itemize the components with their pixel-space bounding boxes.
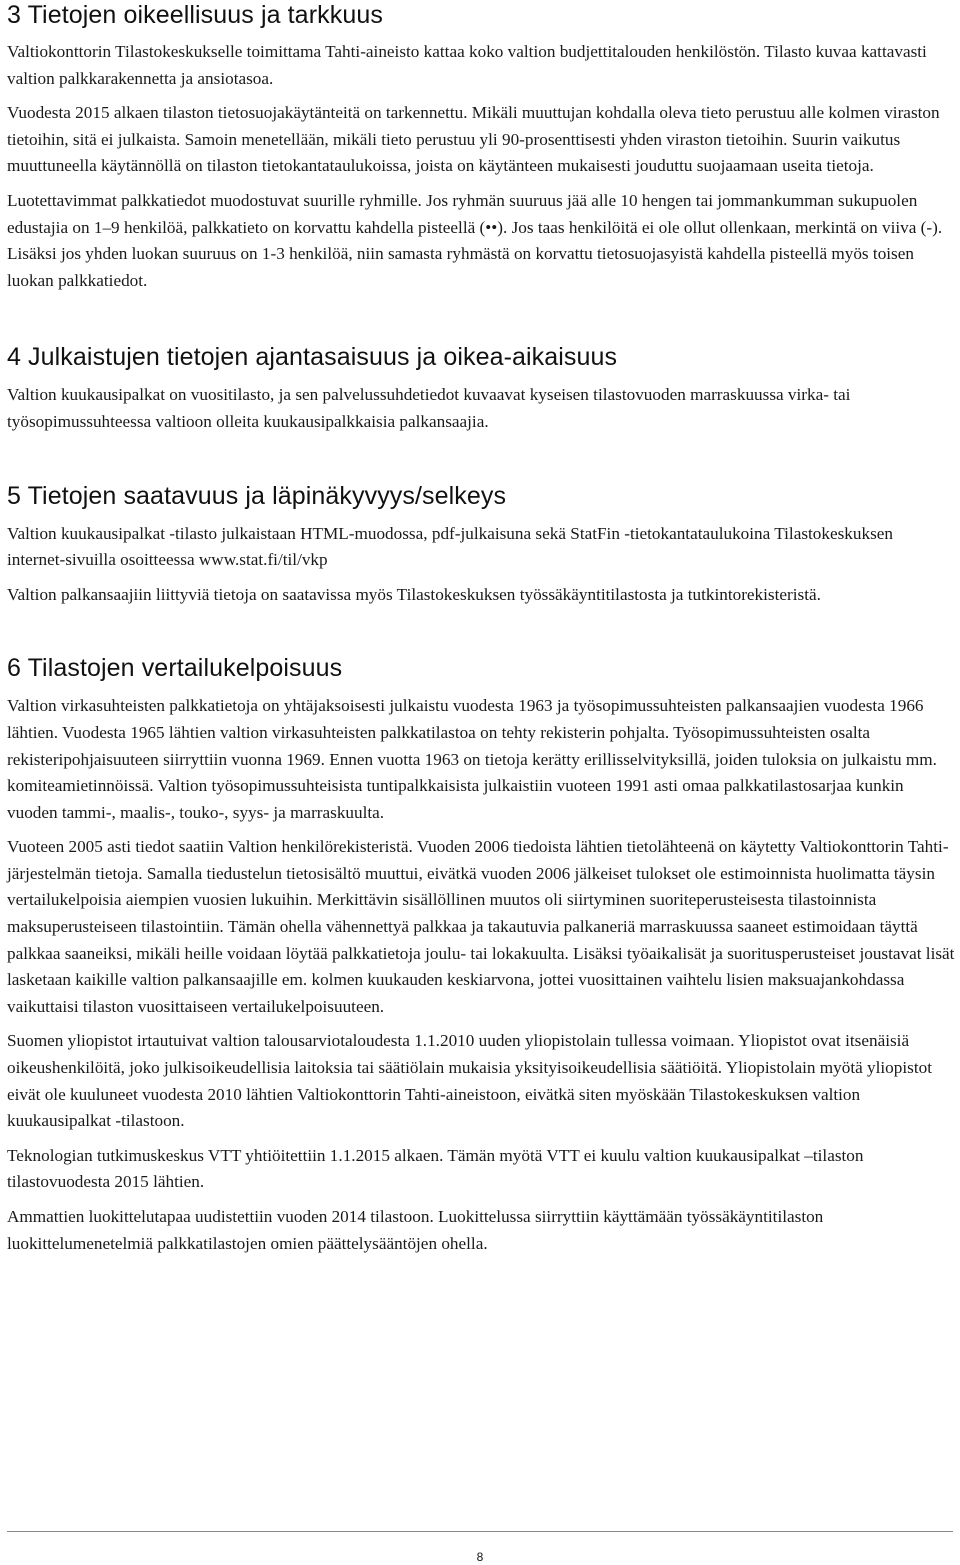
document-page: [7, 0, 955, 1257]
section-timeliness: [7, 342, 955, 435]
footer-divider: [7, 1531, 953, 1532]
paragraph: Valtiokonttorin Tilastokeskukselle toimittama Tahti-aineisto kattaa koko valtion budjettitalouden henkilöstön. Tilasto kuvaa kattavasti valtion palkkarakennetta ja ansiotasoa.: [7, 42, 927, 88]
paragraph: Teknologian tutkimuskeskus VTT yhtiöitettiin 1.1.2015 alkaen. Tämän myötä VTT ei kuulu valtion kuukausipalkat –tilaston tilastovuodesta 2015 lähtien.: [7, 1145, 864, 1192]
page-number: 8: [476, 1550, 484, 1564]
paragraph: Valtion palkansaajiin liittyviä tietoja on saatavissa myös Tilastokeskuksen työssäkäyntitilastosta ja tutkintorekisteristä.: [7, 584, 821, 604]
paragraph: Luotettavimmat palkkatiedot muodostuvat suurille ryhmille. Jos ryhmän suuruus jää alle 10 hengen tai jommankumman sukupuolen edustajia on 1–9 henkilöä, palkkatieto on korvattu kahdella pisteellä (••). Jos taas henkilöitä ei ole ollut ollenkaan, merkintä on viiva (-). Lisäksi jos yhden luokan suuruus on 1-3 henkilöä, niin samasta ryhmästä on korvattu tietosuojasyistä kahdella pisteellä myös toisen luokan palkkatiedot.: [7, 190, 943, 290]
section-heading: 5 Tietojen saatavuus ja läpinäkyvyys/selkeys: [7, 481, 507, 510]
section-availability: [7, 481, 955, 609]
section-comparability: [7, 653, 955, 1257]
paragraph: Vuoteen 2005 asti tiedot saatiin Valtion henkilörekisteristä. Vuoden 2006 tiedoista lähtien tietolähteenä on käytetty Valtiokonttorin Tahti-järjestelmän tietoja. Samalla tiedustelun tietosisältö muuttui, eivätkä vuoden 2006 jälkeiset tulokset ole estimoinnista huolimatta täysin vertailukelpoisia aiempien vuosien lukuihin. Merkittävin sisällöllinen muutos oli siirtyminen suoriteperusteisesta tilastoinnista maksuperusteiseen tilastointiin. Tämän ohella vähennettyä palkkaa ja takautuvia palkaneriä marraskuussa saaneet estimoidaan täyttä palkkaa saaneiksi, mikäli heille voidaan löytää palkkatietoja joulu- tai lokakuulta. Lisäksi työaikalisät ja suoritusperusteiset joustavat lisät lasketaan kaikille valtion palkansaajille em. kolmen kuukauden keskiarvona, jottei vuosittainen vaihtelu lisien maksuajankohdassa vaikuttaisi tilaston vuosittaiseen vertailukelpoisuuteen.: [7, 837, 955, 1016]
paragraph: Ammattien luokittelutapaa uudistettiin vuoden 2014 tilastoon. Luokittelussa siirryttiin käyttämään työssäkäyntitilaston luokittelumenetelmiä palkkatilastojen omien päättelysääntöjen ohella.: [7, 1207, 824, 1253]
paragraph: Valtion kuukausipalkat -tilasto julkaistaan HTML-muodossa, pdf-julkaisuna sekä StatFin -tietokantataulukoina Tilastokeskuksen internet-sivuilla osoitteessa www.stat.fi/til/vkp: [7, 523, 893, 570]
section-heading: 6 Tilastojen vertailukelpoisuus: [7, 654, 343, 683]
paragraph: Valtion kuukausipalkat on vuositilasto, ja sen palvelussuhdetiedot kuvaavat kyseisen tilastovuoden marraskuussa virka- tai työsopimussuhteessa valtioon olleita kuukausipalkkaisia palkansaajia.: [7, 385, 851, 431]
paragraph: Suomen yliopistot irtautuivat valtion talousarviotaloudesta 1.1.2010 uuden yliopistolain tullessa voimaan. Yliopistot ovat itsenäisiä oikeushenkilöitä, joko julkisoikeudellisia laitoksia tai säätiölain mukaisia yksityisoikeudellisia säätiöitä. Yliopistolain myötä yliopistot eivät ole kuuluneet vuodesta 2010 lähtien Valtiokonttorin Tahti-aineistoon, eivätkä siten myöskään Tilastokeskuksen valtion kuukausipalkat -tilastoon.: [7, 1031, 932, 1131]
paragraph: Valtion virkasuhteisten palkkatietoja on yhtäjaksoisesti julkaistu vuodesta 1963 ja työsopimussuhteisten palkansaajien vuodesta 1966 lähtien. Vuodesta 1965 lähtien valtion virkasuhteisten palkkatilastoa on tehty rekisterin pohjalta. Työsopimussuhteisten osalta rekisteripohjaisuuteen siirryttiin vuonna 1969. Ennen vuotta 1963 on tietoja kerätty erillisselvityksillä, joiden tuloksia on julkaistu mm. komiteamietinnöissä. Valtion työsopimussuhteisista tuntipalkkaisista julkaistiin vuoteen 1991 asti omaa palkkatilastosarjaa kunkin vuoden tammi-, maalis-, touko-, syys- ja marraskuulta.: [7, 696, 937, 822]
section-accuracy: [7, 0, 955, 294]
paragraph: Vuodesta 2015 alkaen tilaston tietosuojakäytänteitä on tarkennettu. Mikäli muuttujan kohdalla oleva tieto perustuu alle kolmen viraston tietoihin, sitä ei julkaista. Samoin menetellään, mikäli tieto perustuu yli 90-prosenttisesti yhden viraston tietoihin. Suurin vaikutus muuttuneella käytännöllä on tilaston tietokantataulukoissa, joista on käytänteen mukaisesti jouduttu suojaamaan useita tietoja.: [7, 103, 940, 176]
section-heading: 3 Tietojen oikeellisuus ja tarkkuus: [7, 1, 383, 29]
section-heading: 4 Julkaistujen tietojen ajantasaisuus ja oikea-aikaisuus: [7, 343, 618, 372]
